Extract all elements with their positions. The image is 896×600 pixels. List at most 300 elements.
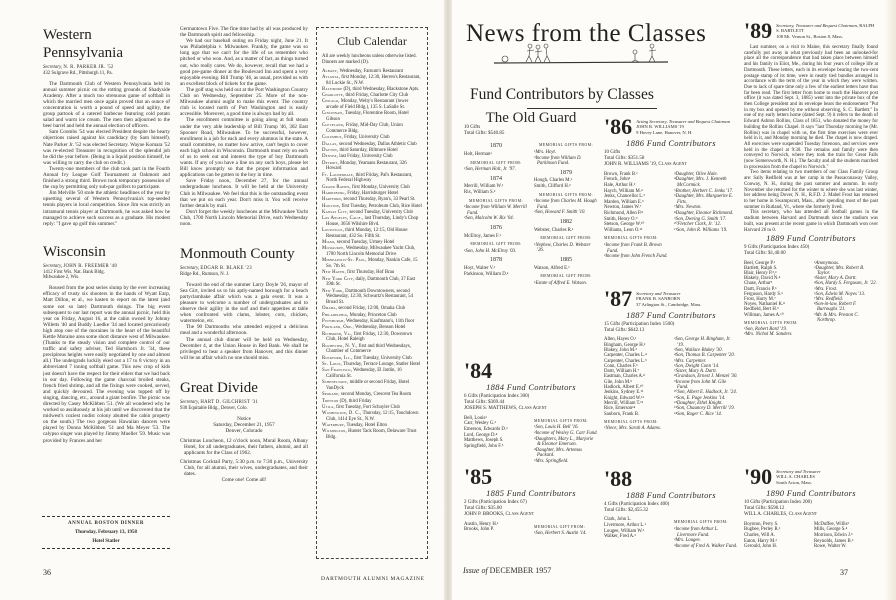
calendar-detail: first Tuesday, Petroleum Club, Rice Hotel <box>341 203 422 209</box>
calendar-entry <box>322 111 422 122</box>
section-great-divide <box>180 379 308 484</box>
calendar-entry <box>322 161 422 172</box>
calendar-city: New York, <box>322 288 344 294</box>
memorial-gift: ²Income from William D. Parkinson Fund. <box>534 155 582 167</box>
gift-count: 9 Gifts (Participation Index 450) <box>744 244 810 250</box>
list-item: Allen, Hayes O.¹ <box>604 337 637 343</box>
class-agent: JOHN R. WILLIAMS '19, Class Agent <box>604 162 687 168</box>
calendar-city: New Haven, <box>322 270 346 276</box>
memorial-list: MEMORIAL GIFTS FROM: ¹Son, Louis H. Bell '16. ²Income of Wesley G. Carr Fund. ³Daughters, Mary L., Marjorie & Eleanor Emerson. ⁴Daughter, Mrs. Artemas Packard. ⁵Mrs. Springfield. <box>534 418 598 464</box>
calendar-city: Atlanta, <box>322 74 341 80</box>
club-calendar-box <box>316 27 428 559</box>
calendar-detail: Wednesday, Benson Hotel <box>355 325 406 331</box>
divider <box>42 548 170 549</box>
contributor-name: Watson, Alfred E.¹ <box>534 265 570 271</box>
calendar-city: Charlotte, <box>322 93 345 99</box>
calendar-city: Spokane, <box>322 392 340 398</box>
calendar-detail: Tuesday, Hotel Elton <box>346 423 387 429</box>
list-item: Eastman, Charles A.⁸ <box>604 374 645 380</box>
paragraph: We had our baseball outing on Friday night, June 21. It was Philadelphia v. Milwaukee. Frankly, the game was so long ago that we can't for the life of us remember who pitched or who won. And, as a matter of fact, as things turned out, who really cares. We do, however, recall that we had a good pre-game dinner at the Boulevard Inn and spent a very enjoyable evening. Bill Trump '46, as usual, provided us with an excellent block of tickets for the game. <box>180 38 308 87</box>
page-edge-shadow <box>884 0 896 600</box>
calendar-city: Hartford, <box>322 197 343 203</box>
list-item: ²Son, George H. Bingham, Jr. '19. <box>674 337 731 348</box>
list-item: Clark, John L. <box>604 517 632 523</box>
gift-total: Total Gifts: $540.85 <box>464 131 505 136</box>
calendar-entry <box>322 204 422 210</box>
calendar-entry <box>322 306 422 312</box>
list-item: ⁹Income from John M. Gile Fund. <box>674 379 727 391</box>
calendar-detail: (D), third Wednesday, Blackstone Apts. <box>343 86 420 92</box>
calendar-city: Schenectady, <box>322 380 349 386</box>
calendar-detail: third Saturday, Biltmore Hotel <box>339 148 398 154</box>
calendar-city: Rockford, Ill., <box>322 355 353 361</box>
page-number: 37 <box>840 568 848 577</box>
paragraph: Germantown Five. The fine time had by all was produced by the Dartmouth spirit and fellowship. <box>180 26 308 39</box>
list-item: ⁴Daughter, Mrs. Artemas Packard. <box>534 447 582 459</box>
list-item: ¹Income from Frank B. Brown Fund. <box>604 242 662 254</box>
calendar-entry <box>322 185 422 191</box>
list-item: Jenks, Chancellor L.⁵ <box>604 194 646 200</box>
calendar-entry <box>322 429 422 440</box>
class-secretary: Secretary and Treasurer FRANK B. SANBORN 37 Arlington St., Cambridge, Mass. <box>636 291 702 307</box>
class-agent: JOSEPH S. MATTHEWS, Class Agent <box>464 406 547 412</box>
calendar-city: Portland, Ore., <box>322 325 354 331</box>
contributor-list <box>814 522 878 550</box>
page-gutter <box>444 0 452 600</box>
list-item: ³Daughters, Mary L., Marjorie & Eleanor Emerson. <box>534 436 594 448</box>
memorial-heading: MEMORIAL GIFT FROM: <box>540 236 592 241</box>
list-item: ¹Son, Herbert S. Austin '14. <box>534 531 587 537</box>
gift-count: 10 Gifts <box>464 124 481 130</box>
contributor-name: McElroy, James F.¹ <box>464 233 501 239</box>
class-1889-block <box>744 20 878 337</box>
gift-total: Total Gifts: $642.13 <box>604 328 645 333</box>
contributor-list: Allen, Hayes O.¹ Bingham, George H.² Blakey, John M.³ Carpenter, Charles L.⁴ Carpenter, Charles L.⁵ Conn, Charles F.⁶ Dartt, William H.⁷ Eastman, Charles A.⁸ Gile, John M.⁹ Hadlock, Albert E.¹⁰ Jenkins, Sydney E.¹¹ Knight, Edward W.¹² Merrill, William T.¹³ Rice, Emerson¹⁴ Sanborn, Frank B. MEMORIAL GIFTS FROM: ¹Niece, Mrs. Sarah A. Adams. <box>604 337 668 431</box>
paragraph: The enrollment committee is going along at full steam under the very able leadership of Bill Trump '46, 302 East Spooner Road, Milwaukee. To be successful, however, enrollment is a job for each and every alumnus in the state. A small committee, no matter how active, can't begin to cover each high school in Wisconsin. Dartmouth must rely on each of us to seek out and interest the type of boy Dartmouth wants. If any of you have a line on any such boys, please let Bill know promptly so that the proper information and applications can be gotten to the boy in time. <box>180 117 308 179</box>
calendar-entry <box>322 362 422 368</box>
list-item: Stetson, George W.¹⁰ <box>604 222 645 228</box>
list-item: Knight, Edward W.¹² <box>604 395 644 401</box>
list-item: Chase, Arthur⁵ <box>744 281 773 287</box>
calendar-entry <box>322 154 422 160</box>
calendar-entry <box>322 325 422 331</box>
contributor-name: Merrill, William W.¹ <box>464 184 504 190</box>
calendar-city: Chicago, <box>322 99 340 105</box>
event-item: Christmas Luncheon, 12 o'clock noon, Mural Room, Albany Hotel, for all undergraduates, their fathers, alumni, and all applicants for the Class of 1962. <box>180 437 308 456</box>
calendar-entry <box>322 69 422 75</box>
fund-heading: 1887 Fund Contributors <box>626 310 716 320</box>
paragraph: Sam Coombs '54 was elected President despite the hearty objections raised against his candidacy (by Sam himself). Nate Parker Jr. '52 was elected Secretary. Wayne Komara '52 was re-elected Treasurer in recognition of the splendid job he did the year before. (Being in a liquid position himself, he was willing to carry the club on credit.) <box>43 129 170 166</box>
calendar-entry <box>322 87 422 93</box>
list-item: Gile, John M.⁹ <box>604 379 633 385</box>
list-item: Hale, Arthur H.³ <box>604 183 636 188</box>
contributor-name: Holt, Herman¹ <box>464 152 492 157</box>
class-year: '90 <box>744 464 773 489</box>
notice-date: Thursday, February 13, 1958 <box>74 530 138 535</box>
list-item: Dartt, Francis P.⁶ <box>744 286 777 292</box>
issue-line: Issue of DECEMBER 1957 <box>463 566 552 575</box>
calendar-city: Harrisburg, <box>322 190 347 196</box>
class-1884-block <box>464 360 598 465</box>
divider <box>42 516 170 517</box>
section-secretary: Secretary, EDGAR B. BLAKE '23 Ridge Rd., Rumson, N. J. <box>180 266 252 277</box>
list-item: ⁴Son, Thomas B. Carpenter '20. <box>674 353 735 359</box>
paragraph: Save Friday noon, December 27, for the annual undergraduate luncheon. It will be held at the University Club in Milwaukee. We feel that this is the outstanding event that we put on each year. Don't miss it. You will receive further details by mail. <box>180 178 308 209</box>
calendar-city: Miami, <box>322 240 336 246</box>
contributor-list <box>464 522 528 537</box>
calendar-entry <box>322 216 422 227</box>
calendar-city: Ft. Lauderdale, <box>322 172 355 178</box>
calendar-detail: Dartmouth Downtowners, second Wednesday, 12:30, Schwartz's Restaurant, 54 Broad St. <box>326 288 413 306</box>
list-item: Newton, James W.⁷ <box>604 205 642 211</box>
list-item: Rice, Emerson¹⁴ <box>604 406 636 412</box>
list-item: Haych, William M.⁴ <box>604 188 643 194</box>
memorial-gift: ¹Income from William W. Merrill Fund. <box>464 205 527 216</box>
list-item: Eaton, Harry M.² <box>744 538 777 544</box>
contributor-list: Beel, George P.¹ Bartlett, Ralph S. Blair, Henry P.²,³ Blakely, David N.⁴ Chase, Arthur⁵ Dartt, Francis P.⁶ Ferguson, Hardy S.⁶ Frost, Harry M.⁷ Noyes, Nathaniel K.⁸ Redfield, Bert H.⁹ Willman, James A.¹⁰ MEMORIAL GIFTS FROM: ¹Son, Robert Bard '19. ²Mrs. Nichol M. Sanders. <box>744 261 808 338</box>
list-item: Richmond, Allen P.⁸ <box>604 210 643 216</box>
calendar-detail: Wednesday, Farnum's Restaurant <box>339 68 403 74</box>
list-item: Williams, Leon O.¹¹ <box>604 227 643 233</box>
list-item: Austin, Henry H.¹ <box>464 521 499 527</box>
calendar-detail: Wednesday, El Jardin, 16 California St. <box>326 368 402 379</box>
list-item: ¹³Son, Chauncey D. Merrill '19. <box>674 406 735 412</box>
fund-heading: 1888 Fund Contributors <box>626 490 716 500</box>
list-item: Dartt, William H.⁷ <box>604 369 640 375</box>
class-1890-block <box>744 466 878 550</box>
fund-heading: 1884 Fund Contributors <box>486 382 576 392</box>
year-heading: 1878 <box>490 257 502 264</box>
list-item: Lord, George D.⁴ <box>464 432 498 438</box>
calendar-detail: last Friday, University Club <box>339 154 393 160</box>
calendar-city: Albany, <box>322 68 339 74</box>
list-item: ⁴Son, Hardy S. Ferguson, Jr. '22. <box>814 281 877 287</box>
list-item: Reynolds, James B.⁶ <box>814 538 854 544</box>
list-item: ⁵Brother, Herbert C. Jenks '17. <box>674 188 734 194</box>
fund-heading: 1890 Fund Contributors <box>766 488 856 498</box>
year-heading: 1874 <box>490 175 502 182</box>
list-item: Beel, George P.¹ <box>744 260 776 266</box>
calendar-entry <box>322 75 422 86</box>
gift-total: Total Gifts: $2,455.32 <box>604 508 649 513</box>
list-item: Emerson, Edwards D.³ <box>464 427 508 432</box>
page-number: 36 <box>43 568 51 577</box>
calendar-city: Columbus, <box>322 135 343 141</box>
calendar-detail: Hunter Tack Room, Delaware Trust Bldg. <box>326 429 417 441</box>
calendar-city: Milwaukee, <box>322 246 345 252</box>
calendar-entry <box>322 405 422 411</box>
list-item: ⁵Mrs. Springfield. <box>534 458 569 464</box>
calendar-detail: first and third Wednesdays, Chamber of Commerce <box>326 343 411 355</box>
list-item: Bell, Louis¹ <box>464 415 487 421</box>
section-western-pennsylvania <box>43 26 170 227</box>
gift-total: Total Gifts: $598.12 <box>744 506 785 511</box>
notice-date: Saturday, December 21, 1957 <box>213 421 275 428</box>
list-item: Charles, Will A. <box>744 533 775 538</box>
paragraph: Jim Melville '50 stole the athletic headlines of the year by upsetting several of Western Pennsylvania's top-seeded tennis players in local competition. Since Jim was strictly an intramural tennis player at Dartmouth, he was asked how he managed to achieve such success as a graduate. His modest reply: "I gave up golf this summer." <box>43 190 170 227</box>
gift-count: 15 Gifts (Participation Index 1500) <box>604 321 675 327</box>
fund-contributors-title: Fund Contributors by Classes <box>470 86 654 103</box>
class-1885-block <box>464 466 598 537</box>
contributor-name: Hough, Charles M.¹ <box>534 178 573 184</box>
contributor-name: Hoyt, Walter V.¹ <box>464 265 496 271</box>
list-item: ³Daughter, Olive Hale. <box>674 171 718 177</box>
calendar-city: Pittsburgh, <box>322 319 345 325</box>
list-item: ³Income of Fred A. Walker Fund. <box>674 543 738 549</box>
calendar-entry <box>322 399 422 405</box>
calendar-detail: Thursday, 12:15, Touchdown Club, 1414 Eye St., N.W. <box>326 411 419 422</box>
list-item: Carpenter, Charles L.⁴ <box>604 353 647 359</box>
calendar-detail: third Friday, Charlotte City Club <box>345 93 409 99</box>
fund-heading: 1885 Fund Contributors <box>486 488 576 498</box>
calendar-detail: Friday, University Club <box>344 135 390 141</box>
list-item: Rowe, Walter W. <box>814 544 847 550</box>
calendar-entry <box>322 332 422 343</box>
list-item: ⁶Son, Dwight Conn '14. <box>674 363 720 369</box>
list-item: Blakely, David N.⁴ <box>744 276 781 282</box>
calendar-city: San Francisco, <box>322 368 353 374</box>
calendar-city: St. Louis, <box>322 361 343 367</box>
list-item: ⁹Mr. & Mrs. Preston C. Northrop. <box>814 312 859 323</box>
list-item: ¹⁴Son, Roger C. Rice '14. <box>674 411 722 417</box>
calendar-detail: first Monday, 12:30, Herren's Restaurant, 84 Luckie St., N.W. <box>326 74 421 86</box>
memorial-gift: ¹Mrs. Hoyt. <box>534 150 557 155</box>
list-item: French, John² <box>604 177 631 183</box>
notice-venue: Hotel Statler <box>92 539 120 544</box>
calendar-city: Waterbury, <box>322 423 346 429</box>
fund-heading: 1886 Fund Contributors <box>626 138 716 148</box>
calendar-city: Houston, <box>322 203 341 209</box>
notice-label: Notice <box>237 415 251 422</box>
calendar-entry <box>322 240 422 246</box>
memorial-list: MEMORIAL GIFTS FROM: ¹Income from Arthur L. Livermore Fund. ²Mrs. Lougee. ³Income of Fred A. Walker Fund. <box>674 520 738 549</box>
class-1888-block <box>604 468 738 549</box>
calendar-city: Rochester, N. Y., <box>322 343 358 349</box>
list-item: Walker, Fred A.³ <box>604 534 636 540</box>
calendar-entry <box>322 270 422 276</box>
list-item: Blakey, John M.³ <box>604 348 637 353</box>
calendar-entry <box>322 368 422 379</box>
calendar-city: Dallas, <box>322 141 338 147</box>
calendar-detail: Friday, Harrisburger Hotel <box>347 190 399 196</box>
paragraph: The 90 Dartmouths who attended enjoyed a delicious meal and a wonderful afternoon. <box>180 324 308 337</box>
magazine-footer: DARTMOUTH ALUMNI MAGAZINE <box>321 576 425 582</box>
calendar-detail: second Tuesday, University Club <box>349 209 413 215</box>
event-item: Christmas Cocktail Party, 5:30 p.m. to 7:30 p.m., University Club, for all alumni, their wives, undergraduates, and their dates. <box>180 459 308 478</box>
class-1887-block <box>604 288 738 431</box>
list-item: Conn, Charles F.⁶ <box>604 363 638 369</box>
paragraph: The annual club dinner will be held on Wednesday, December 4, at the Union House in Red Bank. We shall be privileged to hear a speaker from Hanover, and this dinner will be an affair which no one should miss. <box>180 336 308 361</box>
contributor-list: Brown, Frank B.¹ French, John² Hale, Arthur H.³ Haych, William M.⁴ Jenks, Chancellor L.⁵ Marden, William E.⁶ Newton, James W.⁷ Richmond, Allen P.⁸ Smith, Henry O.⁹ Stetson, George W.¹⁰ Williams, Leon O.¹¹ MEMORIAL GIFTS FROM: ¹Income from Frank B. Brown Fund. ²Income from John French Fund. <box>604 171 668 260</box>
list-item: ⁴Daughter, Mrs. J. Kenneth McCormick. <box>674 177 727 188</box>
memorial-heading: MEMORIAL GIFT FROM: <box>470 242 522 247</box>
list-item: ²Daughter, Mrs. Robert B. Taylor. <box>814 265 865 277</box>
list-item: Springfield, John F.⁵ <box>464 443 504 449</box>
calendar-entry <box>322 344 422 355</box>
list-item: ²Mrs. Lougee. <box>674 538 701 544</box>
closing-line: Come one! Come all! <box>221 477 267 484</box>
paragraph: Twenty-one members of the club took part in the Fourth Annual Ivy League Golf Tournament at Oakmont and finished a strong third. Brown took temporary possession of the cup by permitting only sub-par golfers to participate. <box>43 165 170 191</box>
class-secretary: Acting Secretary, Treasurer and Bequest Chairman JOHN R. WILLIAMS '19 9 Hovey Lane, Hanover, N. H. <box>636 119 731 135</box>
calendar-entry <box>322 258 422 269</box>
list-item: ¹¹Son, E. Page Jenkins '14. <box>674 395 726 401</box>
class-year: '89 <box>744 18 773 43</box>
calendar-city: Utica, <box>322 404 335 410</box>
boston-dinner-notice <box>42 514 170 551</box>
calendar-city: Baltimore <box>322 86 343 92</box>
contributor-list <box>464 416 528 465</box>
calendar-entry <box>322 93 422 99</box>
list-item: Hadlock, Albert E.¹⁰ <box>604 385 644 391</box>
list-item: Blair, Henry P.²,³ <box>744 271 777 277</box>
calendar-detail: first Friday, 12:30, Downtown Club, Hotel Raleigh <box>326 331 413 343</box>
memorial-heading: MEMORIAL GIFTS FROM: <box>539 192 593 197</box>
calendar-intro: All are weekly luncheons unless otherwise listed. Dinners are marked (D). <box>322 54 417 65</box>
calendar-entry <box>322 411 422 422</box>
calendar-city: Dayton, <box>322 148 339 154</box>
list-item: Mills, George S.⁴ <box>814 527 848 533</box>
class-year: '88 <box>604 466 633 491</box>
calendar-city: Omaha, <box>322 306 338 312</box>
memorial-heading: MEMORIAL GIFTS FROM: <box>469 198 523 203</box>
paragraph: This secretary, who has attended all football games in the stadium between Harvard and Dartmouth since the stadium was built, was present at the recent game in which Dartmouth won over Harvard 26 to 0. <box>744 210 878 233</box>
section-secretary: Secretary, JOHN R. FREEMER '48 1412 First Wis. Nat. Bank Bldg. Milwaukee 2, Wis. <box>43 263 118 281</box>
memorial-gift: ¹Son, Herman Holt, Jr. '97. <box>464 167 516 173</box>
list-item: Merrill, William T.¹³ <box>604 400 644 406</box>
title-rule <box>527 108 657 109</box>
column-1 <box>43 26 170 491</box>
year-heading: 1870 <box>490 143 502 150</box>
list-item: Matthews, Joseph S. <box>464 438 504 444</box>
list-item: ¹⁰Fletcher Clark, Jr. '12. <box>674 222 722 228</box>
memorial-list <box>814 261 878 338</box>
calendar-detail: second Thursday, Ryan's, 33 Pearl St. <box>343 197 416 203</box>
calendar-city: Kansas City, <box>322 209 349 215</box>
calendar-entry <box>322 289 422 306</box>
list-item: Bugbee, Perley R.¹ <box>744 527 781 533</box>
gift-count: 10 Gifts (Participation Index 200) <box>744 499 812 505</box>
calendar-detail: third Monday, 12:15, Old House Restaurant, 432 So. Fifth St. <box>326 228 408 239</box>
contributor-name: Parkinson, William D.² <box>464 271 509 277</box>
memorial-gift: ²Son, Howard F. Smith '10. <box>534 210 586 216</box>
list-item: Frost, Harry M.⁷ <box>744 297 776 303</box>
list-item: ¹¹Son, John R. Williams '19. <box>674 227 728 233</box>
class-news-text <box>744 45 878 233</box>
paragraph: Toward the end of the summer Larry Doyle '26, mayor of Sea Girt, invited us to his aptly-named borough for a beach partyclambake affair which was a gala event. It was a pleasure to welcome a number of undergraduates and to observe their agility in the surf and their appetites at table when confronted with clams, lobster, corn, chicken, watermelon, etc. <box>180 281 308 325</box>
calendar-detail: first Tuesday, University Club <box>353 355 412 361</box>
list-item: ¹Son, Louis H. Bell '16. <box>534 425 579 431</box>
calendar-detail: first Tuesday, Fort Schuyler Club <box>336 404 400 410</box>
section-title: Monmouth County <box>180 246 295 263</box>
section-secretary: Secretary, N. R. PARKER JR. '52 432 Sulgrave Rd., Pittsburgh 11, Pa. <box>43 65 114 76</box>
calendar-city: Louisville, <box>322 228 344 234</box>
paragraph: Roused from the post series slump by the ever increasing efficacy of trusty six shooters in the hands of Wyatt Earp, Matt Dillon, et al., we hasten to report on the latest (and some not so late) Dartmouth doings. The big event subsequent to our last report was the annual picnic, held this year on Friday, August 16, at the cabin owned by Johnny Willetts '40 and Buddy Luedke '34 and located precariously high atop one of the moraines in the heart of the beautiful Kettle Moraine area some short distance west of Milwaukee. (Thanks to the steady vision and complete control of our traffic and safety adviser, Ted Hartshorn Jr. '34, these precipitous heights were easily negotiated by one and almost all.) The undergrads luckily eked out a 17 to 8 victory in an abbreviated 7 inning softball game. This new crop of kids just doesn't have the respect for their elders that we had back in our day. Following the game charcoal broiled steaks, french fried shrimp, and all the fixings were cooked, served, and quickly devoured. The evening was topped off by singing, dancing, etc., around a giant bonfire. The picnic was directed by Casey McKibben '51. (We all wondered why he worked so assiduously at his job until we discovered that the midwest's coziest nudist colony abutted the cabin property on the south.) The two gorgeous Hawaiian dancers were played by Donna McKibben '51 and Ma Meyer '53. The calypso singer was played by Jimmy Mueller '59. Music was provided by Frances and her <box>43 285 170 444</box>
calendar-detail: first Thursday, Hof Brau <box>347 270 395 276</box>
calendar-city: Minneapolis-St. Paul, <box>322 258 367 264</box>
calendar-detail: Monday, Yeamans Restaurant, 326 Howard <box>326 160 407 172</box>
calendar-entry <box>322 191 422 197</box>
contributor-name: Webster, Charles R.¹ <box>534 227 574 233</box>
calendar-entry <box>322 148 422 154</box>
list-item: ³Sister, Mary A. Dartt. <box>814 276 857 282</box>
calendar-city: Denver, <box>322 154 339 160</box>
list-item: ⁵Mrs. Carpenter. <box>674 358 707 364</box>
calendar-entry <box>322 313 422 319</box>
paragraph: Two items relating to two members of our Class Family Group are: Sally Redfield was at her camp in the Passaconaway Valley, Conway, N. H., during the past summer and autumn. In early November she returned for the winter to where she was last winter, her address being Dover, N. H., R.F.D. 2. Mabel Frost has returned to her home in Swampscott, Mass., after spending most of the past summer in Rutland, Vt., where she formerly lived. <box>744 170 878 210</box>
list-item: Gerould, John H. <box>744 544 778 550</box>
paragraph: The golf stag was held out at the Port Washington Country Club on Wednesday, September 25. More of the non-Milwaukee alumni ought to make this event. The country club is located north of Port Washington and is easily accessible. Moreover, a good time is always had by all. <box>180 86 308 118</box>
calendar-detail: second Friday, 12:00, Omaha Club <box>338 306 406 312</box>
list-item: ⁸Grandson, Ernest J. Menzel '30. <box>674 374 738 380</box>
contributor-list <box>744 522 808 550</box>
calendar-title: Club Calendar <box>337 34 407 48</box>
calendar-detail: middle or second Friday, Hotel VanDyck <box>326 380 410 391</box>
paragraph: The Dartmouth Club of Western Pennsylvania held its annual summer picnic on the rotting grounds of Shadyside Academy. After a much too strenuous game of softball in which the married men once again proved that an ounce of concentration is worth a pound of speed and agility, the group partook of a catered barbecue featuring cold potato salad and warm ice cream. The men then adjourned to the beer barrel and held the annual election of officers. <box>43 80 170 130</box>
list-item: Willman, James A.¹⁰ <box>744 312 784 318</box>
calendar-detail: Thursday, Terrace Lounge, Statler Hotel <box>343 361 421 367</box>
list-item: ¹⁰Son, Albert E. Hadlock, Jr. '24. <box>674 390 737 396</box>
list-item: Jenkins, Sydney E.¹¹ <box>604 390 644 396</box>
column-2 <box>180 26 308 483</box>
list-item: ⁸Daughter, Eleanor Richmond. <box>674 210 734 216</box>
gift-total: Total Gifts: $369.44 <box>464 400 505 405</box>
list-item: Brooks, John P. <box>464 527 494 533</box>
calendar-entry <box>322 228 422 239</box>
year-heading: 1882 <box>560 218 572 225</box>
calendar-city: Richmond, Va., <box>322 331 353 337</box>
calendar-detail: second Monday, Crescent Tea Room <box>340 392 412 398</box>
list-item: ⁶Son, Edwin M. Noyes '13. <box>814 291 866 297</box>
calendar-detail: Monday, Welty's Restaurant (lower arcade of Field Bldg.), 135 S. LaSalle St. <box>326 99 409 111</box>
class-year: '86 <box>604 114 633 139</box>
list-item: ¹Son, Robert Bard '19. <box>744 327 787 333</box>
gift-count: 2 Gifts (Participation Index 67) <box>464 499 527 505</box>
paragraph: Last summer, on a visit to Maine, this secretary finally found carefully put away in what previously had been an unlooked-for place all the correspondence that had taken place between himself and his family in Eliot, Me., during his four years of college life at Dartmouth. These letters, each in its envelope bearing the two-cent postage stamp of its time, were in neatly tied bundles arranged in accordance with the term of the year in which they were written. Due to lack of spare time only a few of the earliest letters have thus far been read. The first letter from home to reach the Hanover post office (it was dated Sept. 3, 1885) went into the private box of the then College president and its envelope bears the endorsement "Put in my box and opened by me without observing, S. C. Bartlett." In one of my early letters home (dated Sept. 9) it refers to the death of Edward Ashton Rollins, Class of 1851, who donated the money for building the Rollins Chapel. It says "last Thursday morning he (Mr. Rollins) was in chapel with us, the first time exercises were ever held in it, and Monday morning he died. The chapel is now draped. All exercises were suspended Tuesday forenoon, and services were held in the chapel at 9:30. The remains and family were then conveyed to Norwich, where they took the train for Great Falls (now Somersworth, N. H.). The faculty and all the students marched in procession from the chapel to Norwich." <box>744 45 878 170</box>
memorial-gift: ¹Income from Charles M. Hough Fund. <box>534 199 597 210</box>
section-title: Wisconsin <box>43 243 106 260</box>
calendar-entry <box>322 277 422 288</box>
memorial-gift: ¹Nephew, Charles D. Webster '26. <box>534 242 591 254</box>
list-item: Noyes, Nathaniel K.⁸ <box>744 302 785 308</box>
list-item: Ferguson, Hardy S.⁶ <box>744 291 783 297</box>
list-item: Livermore, Arthur L.¹ <box>604 523 646 528</box>
paragraph: Don't forget the weekly luncheons at the Milwaukee Yacht Club, 1700 North Lincoln Memorial Drive, each Wednesday noon. <box>180 208 308 227</box>
calendar-entry <box>322 423 422 429</box>
calendar-city: Grand Rapids, <box>322 184 351 190</box>
calendar-city: Philadelphia, <box>322 312 349 318</box>
list-item: Smith, Henry O.⁹ <box>604 216 638 222</box>
calendar-entry <box>322 135 422 141</box>
gift-total: Total Gifts: $35.00 <box>464 506 502 511</box>
masthead-illustration <box>492 42 670 66</box>
class-1886-block <box>604 116 738 260</box>
memorial-heading: MEMORIAL GIFT FROM: <box>540 274 592 279</box>
calendar-detail: Friday, Mid-Day Club, Union Commerce Bldg. <box>326 123 403 135</box>
calendar-city: Cleveland, <box>322 123 345 129</box>
list-item: ¹Anonymous. <box>814 260 840 266</box>
calendar-detail: Monday, Princeton Club <box>349 312 397 318</box>
list-item: Bingham, George H.² <box>604 342 646 348</box>
list-item: Boynton, Perry S. <box>744 521 779 527</box>
class-agent: WILL A. CHARLES, Class Agent <box>744 512 818 518</box>
calendar-detail: last Thursday, Lindy's Chop House, 3656 Wilshire Blvd. <box>326 216 419 227</box>
calendar-detail: Wednesday, Milwaukee Yacht Club, 1700 North Lincoln Memorial Drive <box>326 246 416 258</box>
class-year: '87 <box>604 286 633 311</box>
fund-heading: 1889 Fund Contributors <box>766 233 856 244</box>
calendar-entry <box>322 380 422 391</box>
calendar-detail: (D), third Friday <box>339 398 372 404</box>
list-item: Sanborn, Frank B. <box>604 411 640 417</box>
